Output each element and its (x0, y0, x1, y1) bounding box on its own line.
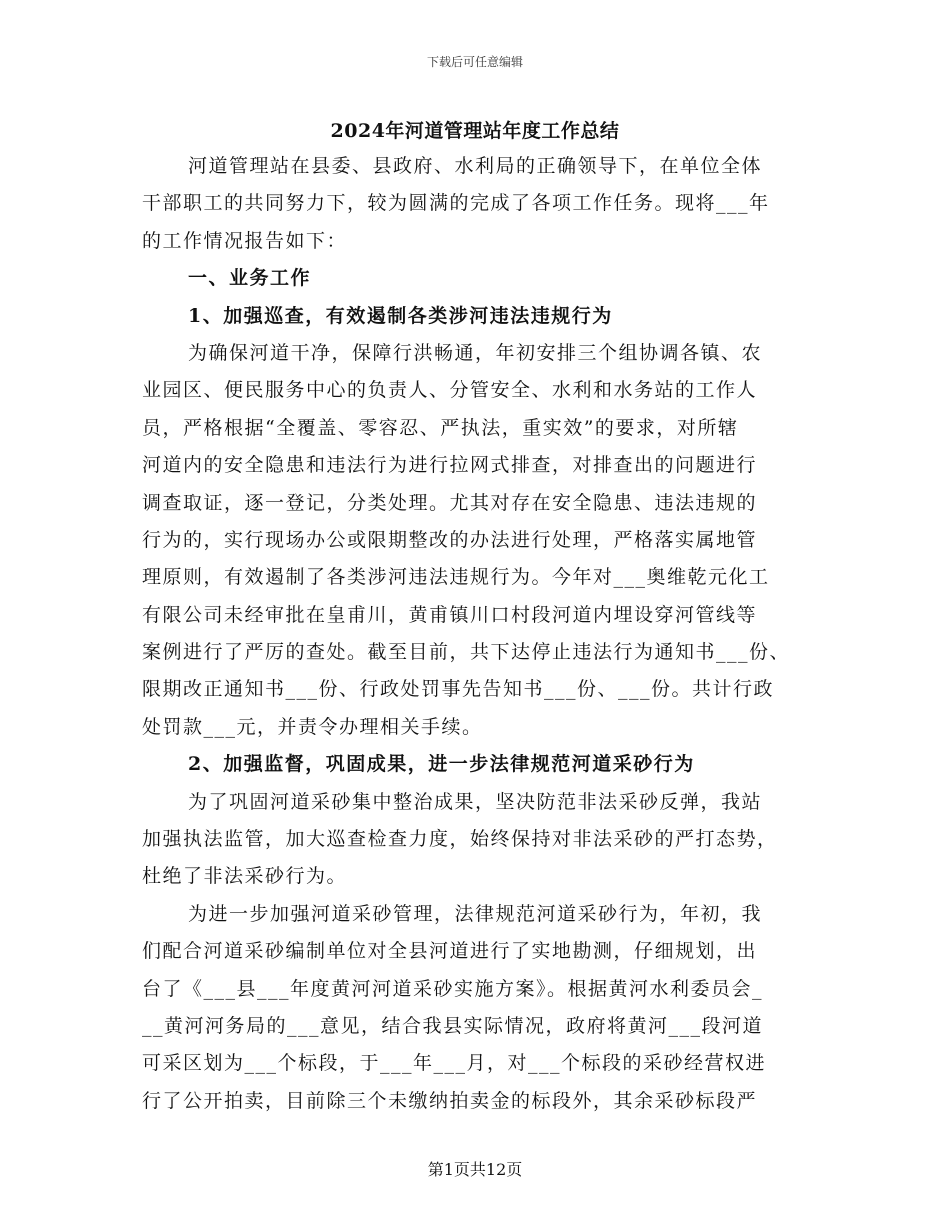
section-heading: 一、业务工作 (188, 267, 312, 290)
text-line: 们配合河道采砂编制单位对全县河道进行了实地勘测，仔细规划，出 (142, 940, 758, 963)
text-line: 台了《___县___年度黄河河道采砂实施方案》。根据黄河水利委员会_ (142, 977, 764, 1000)
text-line: 行为的，实行现场办公或限期整改的办法进行处理，严格落实属地管 (142, 528, 758, 551)
text-line: __黄河河务局的___意见，结合我县实际情况，政府将黄河___段河道 (142, 1014, 764, 1037)
text-line: 河道内的安全隐患和违法行为进行拉网式排查，对排查出的问题进行 (142, 454, 758, 477)
page-header: 下载后可任意编辑 (426, 55, 523, 69)
text-line: 为确保河道干净，保障行洪畅通，年初安排三个组协调各镇、农 (188, 341, 763, 364)
text-line: 可采区划为___个标段，于___年___月，对___个标段的采砂经营权进 (142, 1052, 767, 1075)
text-line: 员，严格根据“全覆盖、零容忍、严执法，重实效”的要求，对所辖 (142, 416, 739, 439)
document-title: 2024年河道管理站年度工作总结 (330, 120, 620, 142)
text-line: 处罚款___元，并责令办理相关手续。 (142, 715, 483, 738)
text-line: 有限公司未经审批在皇甫川，黄甫镇川口村段河道内埋设穿河管线等 (142, 603, 758, 626)
text-line: 为了巩固河道采砂集中整治成果，坚决防范非法采砂反弹，我站 (188, 790, 763, 813)
text-line: 理原则，有效遏制了各类涉河违法违规行为。今年对___奥维乾元化工 (142, 566, 770, 589)
text-line: 河道管理站在县委、县政府、水利局的正确领导下，在单位全体 (188, 155, 763, 177)
text-line: 干部职工的共同努力下，较为圆满的完成了各项工作任务。现将___年 (142, 192, 770, 215)
text-line: 行了公开拍卖，目前除三个未缴纳拍卖金的标段外，其余采砂标段严 (142, 1089, 758, 1112)
text-line: 调查取证，逐一登记，分类处理。尤其对存在安全隐患、违法违规的 (142, 491, 758, 514)
text-line: 杜绝了非法采砂行为。 (142, 865, 348, 888)
page-footer: 第1页共12页 (427, 1160, 523, 1179)
text-line: 加强执法监管，加大巡查检查力度，始终保持对非法采砂的严打态势， (142, 828, 778, 851)
text-line: 业园区、便民服务中心的负责人、分管安全、水利和水务站的工作人 (142, 379, 758, 402)
section-heading: 2、加强监督，巩固成果，进一步法律规范河道采砂行为 (188, 753, 695, 776)
section-heading: 1、加强巡查，有效遏制各类涉河违法违规行为 (188, 304, 613, 327)
text-line: 的工作情况报告如下： (142, 229, 348, 252)
text-line: 案例进行了严厉的查处。截至目前，共下达停止违法行为通知书___份、 (142, 641, 791, 664)
text-line: 为进一步加强河道采砂管理，法律规范河道采砂行为，年初，我 (188, 902, 763, 925)
text-line: 限期改正通知书___份、行政处罚事先告知书___份、___份。共计行政 (142, 678, 775, 701)
document-body (142, 148, 822, 1120)
